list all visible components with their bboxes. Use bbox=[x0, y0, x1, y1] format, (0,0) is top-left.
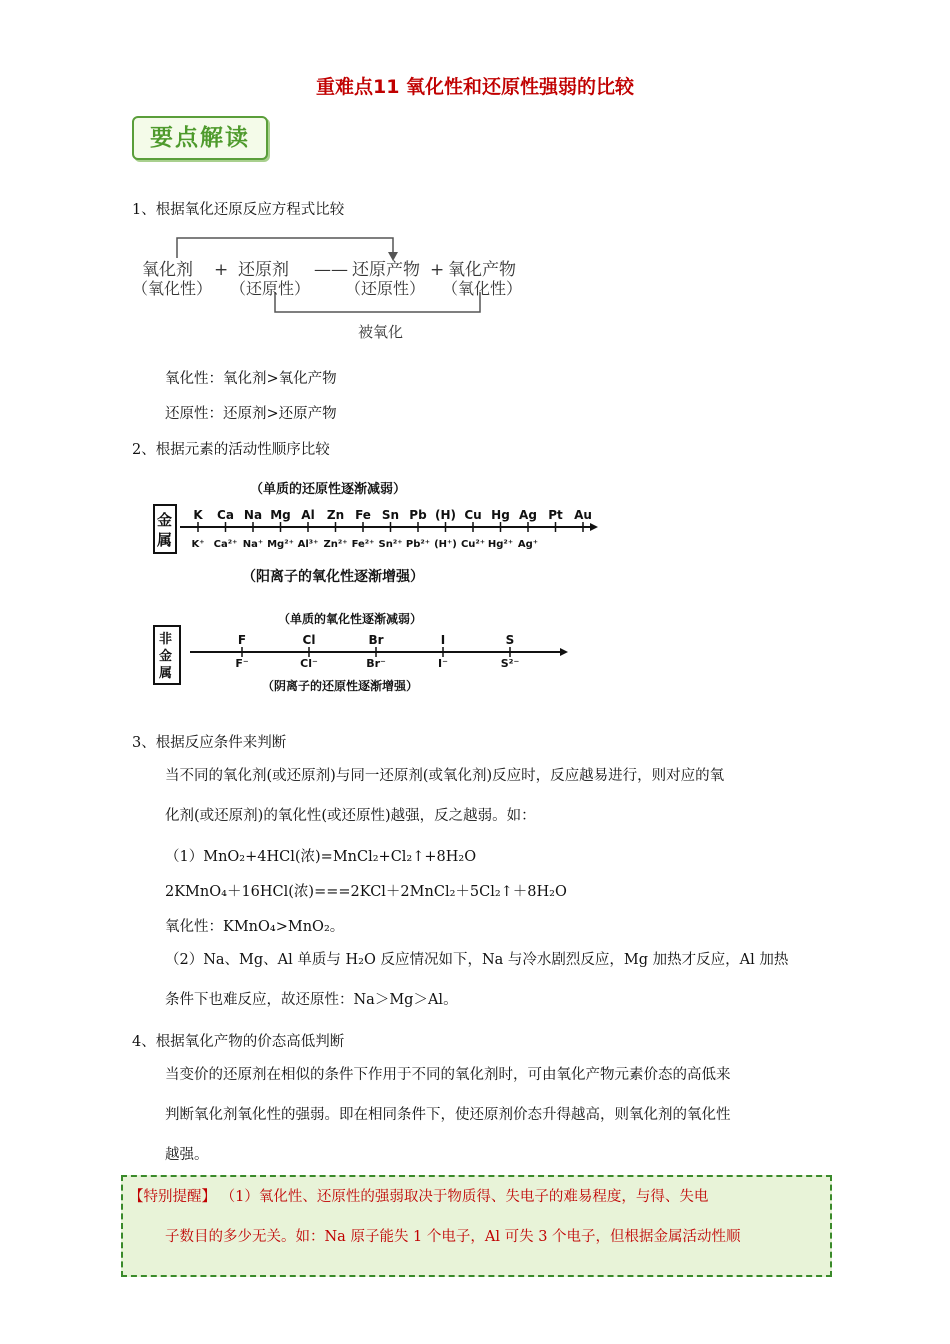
reducing-rule: 还原性：还原剂>还原产物 bbox=[165, 406, 337, 422]
metal-series-element: Au bbox=[574, 508, 592, 522]
nonmetal-series-ion: F⁻ bbox=[235, 657, 249, 670]
metal-series-ion: Na⁺ bbox=[242, 539, 264, 550]
metal-series-element: (H) bbox=[434, 508, 457, 522]
metal-series-ion: Mg²⁺ bbox=[267, 539, 294, 550]
reductant-property: （还原性） bbox=[230, 279, 311, 298]
oxidant-property: （氧化性） bbox=[132, 279, 213, 298]
section3-para-line2: 化剂(或还原剂)的氧化性(或还原性)越强，反之越弱。如： bbox=[165, 808, 536, 824]
nonmetal-series-ion: Br⁻ bbox=[366, 657, 386, 670]
metal-activity-series bbox=[150, 475, 610, 595]
metal-top-label: （单质的还原性逐渐减弱） bbox=[250, 482, 407, 497]
metal-series-element: Pt bbox=[548, 508, 563, 522]
metal-series-element: Sn bbox=[381, 508, 400, 522]
nonmetal-series-element: Br bbox=[368, 633, 384, 647]
section1-heading: 1、根据氧化还原反应方程式比较 bbox=[132, 202, 345, 218]
metal-series-element: Na bbox=[243, 508, 263, 522]
metal-series-ion: K⁺ bbox=[191, 539, 205, 550]
nonmetal-series-ion: I⁻ bbox=[438, 657, 448, 670]
nonmetal-series-element: Cl bbox=[302, 633, 316, 647]
metal-series-ion: (H⁺) bbox=[434, 539, 457, 550]
oxidation-product-property: （氧化性） bbox=[442, 279, 523, 298]
badge-label: 要点解读 bbox=[150, 125, 250, 151]
section4-line2: 判断氧化剂氧化性的强弱。即在相同条件下，使还原剂价态升得越高，则氧化剂的氧化性 bbox=[165, 1107, 731, 1123]
redox-equation-diagram bbox=[130, 230, 550, 350]
nonmetal-series-ion: Cl⁻ bbox=[300, 657, 318, 670]
metal-series-element: Ag bbox=[519, 508, 537, 522]
oxidizing-comparison: 氧化性：KMnO₄>MnO₂。 bbox=[165, 919, 345, 935]
yields-sign: —— bbox=[314, 260, 348, 280]
metal-series-element: Zn bbox=[326, 508, 345, 522]
reductant-label: 还原剂 bbox=[238, 260, 289, 280]
metal-series-element: Fe bbox=[355, 508, 371, 522]
metal-bottom-label: （阳离子的氧化性逐渐增强） bbox=[242, 569, 424, 585]
section2-heading: 2、根据元素的活动性顺序比较 bbox=[132, 442, 330, 458]
oxidant-label: 氧化剂 bbox=[142, 260, 193, 280]
metal-series-element: Ca bbox=[217, 508, 234, 522]
metal-series-element: Pb bbox=[409, 508, 427, 522]
oxidation-product-label: 氧化产物 bbox=[448, 260, 516, 280]
metal-series-ion: Hg²⁺ bbox=[487, 539, 514, 550]
tip-first-line bbox=[129, 1185, 829, 1206]
metal-series-ion: Ag⁺ bbox=[517, 539, 539, 550]
metal-series-ion: Al³⁺ bbox=[297, 539, 319, 550]
metal-series-element: Hg bbox=[491, 508, 510, 522]
metal-series-element: Mg bbox=[270, 508, 291, 522]
nonmetal-top-label: （单质的氧化性逐渐减弱） bbox=[278, 612, 423, 626]
reduction-product-label: 还原产物 bbox=[352, 260, 420, 280]
metal-series-ion: Sn²⁺ bbox=[378, 539, 403, 550]
section3-heading: 3、根据反应条件来判断 bbox=[132, 735, 287, 751]
metal-side-char-1: 金 bbox=[157, 511, 173, 529]
nonmetal-side-char-2: 金 bbox=[159, 649, 173, 664]
metal-series-ion: Cu²⁺ bbox=[460, 539, 486, 550]
nonmetal-series-ion: S²⁻ bbox=[500, 657, 520, 670]
key-points-badge bbox=[132, 116, 268, 160]
section3-para-line1: 当不同的氧化剂(或还原剂)与同一还原剂(或氧化剂)反应时，反应越易进行，则对应的氧 bbox=[165, 768, 725, 784]
metal-series-ion: Fe²⁺ bbox=[351, 539, 375, 550]
oxidized-label: 被氧化 bbox=[358, 323, 404, 341]
special-reminder-box bbox=[121, 1175, 832, 1277]
section4-line3: 越强。 bbox=[165, 1147, 209, 1163]
equation-mno2: （1）MnO₂+4HCl(浓)=MnCl₂+Cl₂↑+8H₂O bbox=[165, 849, 477, 865]
nonmetal-side-char-1: 非 bbox=[159, 632, 173, 647]
nonmetal-series-element: F bbox=[237, 633, 247, 647]
metal-series-element: K bbox=[193, 508, 203, 522]
nonmetal-side-char-3: 属 bbox=[159, 666, 173, 681]
tip-line1: （1）氧化性、还原性的强弱取决于物质得、失电子的难易程度，与得、失电 bbox=[216, 1189, 709, 1205]
metal-series-element: Cu bbox=[464, 508, 482, 522]
metal-series-element: Al bbox=[301, 508, 315, 522]
metal-series-ion: Zn²⁺ bbox=[323, 539, 348, 550]
reduction-product-property: （还原性） bbox=[345, 279, 426, 298]
nonmetal-series-element: I bbox=[440, 633, 446, 647]
section4-line1: 当变价的还原剂在相似的条件下作用于不同的氧化剂时，可由氧化产物元素价态的高低来 bbox=[165, 1067, 731, 1083]
tip-line2: 子数目的多少无关。如：Na 原子能失 1 个电子，Al 可失 3 个电子，但根据金属活动性顺 bbox=[165, 1229, 741, 1245]
section4-heading: 4、根据氧化产物的价态高低判断 bbox=[132, 1034, 345, 1050]
nonmetal-bottom-label: （阴离子的还原性逐渐增强） bbox=[262, 679, 419, 693]
nonmetal-activity-series bbox=[150, 608, 580, 698]
equation-kmno4: 2KMnO₄＋16HCl(浓)===2KCl＋2MnCl₂＋5Cl₂↑＋8H₂O bbox=[165, 884, 567, 900]
metal-series-ion: Pb²⁺ bbox=[405, 539, 431, 550]
page-title: 重难点11 氧化性和还原性强弱的比较 bbox=[315, 76, 635, 98]
metal-water-line2: 条件下也难反应，故还原性：Na＞Mg＞Al。 bbox=[165, 992, 458, 1008]
oxidizing-rule: 氧化性：氧化剂>氧化产物 bbox=[165, 371, 337, 387]
tip-label: 【特别提醒】 bbox=[129, 1189, 216, 1205]
metal-water-line1: （2）Na、Mg、Al 单质与 H₂O 反应情况如下，Na 与冷水剧烈反应，Mg 加热才反应，Al 加热 bbox=[165, 952, 789, 968]
metal-side-char-2: 属 bbox=[157, 531, 173, 549]
plus-sign-2: + bbox=[430, 260, 445, 280]
metal-series-ion: Ca²⁺ bbox=[213, 539, 238, 550]
nonmetal-series-element: S bbox=[505, 633, 515, 647]
plus-sign: + bbox=[214, 260, 229, 280]
